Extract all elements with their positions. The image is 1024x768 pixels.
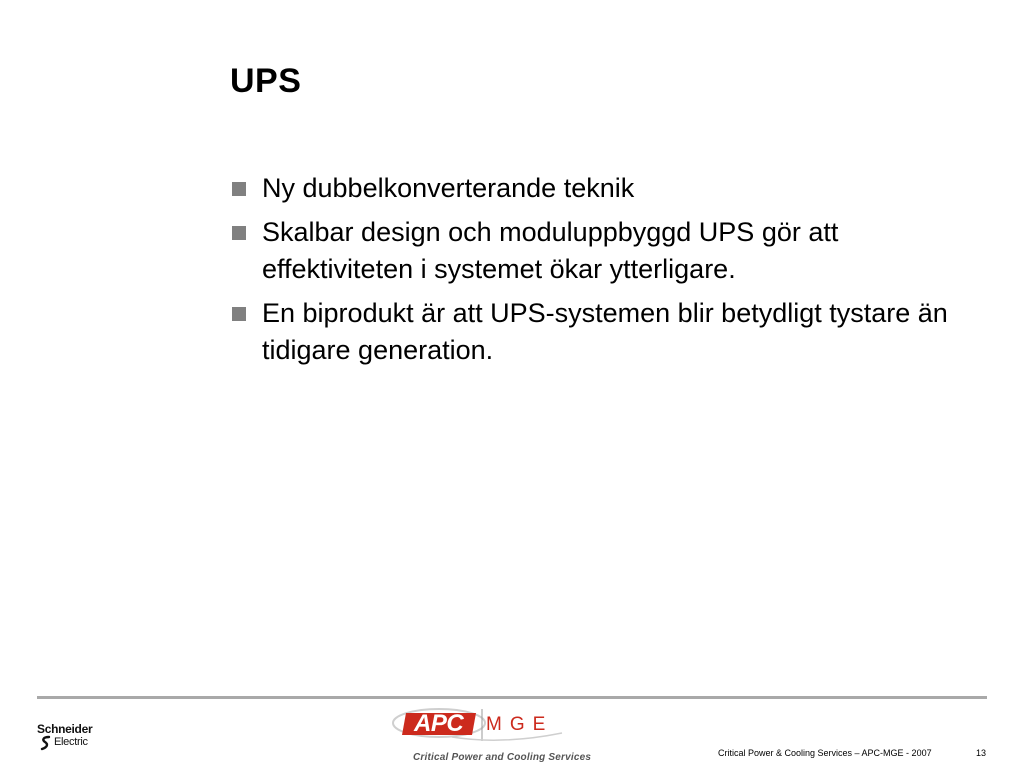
bullet-item xyxy=(232,295,952,369)
bullet-list xyxy=(232,170,952,376)
footer-text: Critical Power & Cooling Services – APC-MGE - 2007 xyxy=(718,748,932,758)
bullet-text: En biprodukt är att UPS-systemen blir betydligt tystare än tidigare generation. xyxy=(262,298,948,365)
electric-logo-text: Electric xyxy=(54,736,88,748)
slide-title: UPS xyxy=(230,62,302,100)
bullet-text: Skalbar design och moduluppbyggd UPS gör att effektiviteten i systemet ökar ytterligare. xyxy=(262,217,839,284)
apc-mge-logo xyxy=(392,705,572,745)
page-number: 13 xyxy=(976,748,987,758)
bullet-item xyxy=(232,214,952,288)
bullet-item xyxy=(232,170,952,207)
mge-logo-text: MGE xyxy=(486,714,554,735)
schneider-mark-icon xyxy=(39,735,53,751)
square-bullet-icon xyxy=(232,226,246,240)
schneider-electric-logo xyxy=(36,721,106,757)
bullet-text: Ny dubbelkonverterande teknik xyxy=(262,173,635,203)
apc-logo-text: APC xyxy=(414,710,464,737)
schneider-logo-text: Schneider xyxy=(37,722,93,736)
footer-divider xyxy=(37,696,987,699)
square-bullet-icon xyxy=(232,182,246,196)
square-bullet-icon xyxy=(232,307,246,321)
logo-tagline: Critical Power and Cooling Services xyxy=(413,752,592,763)
